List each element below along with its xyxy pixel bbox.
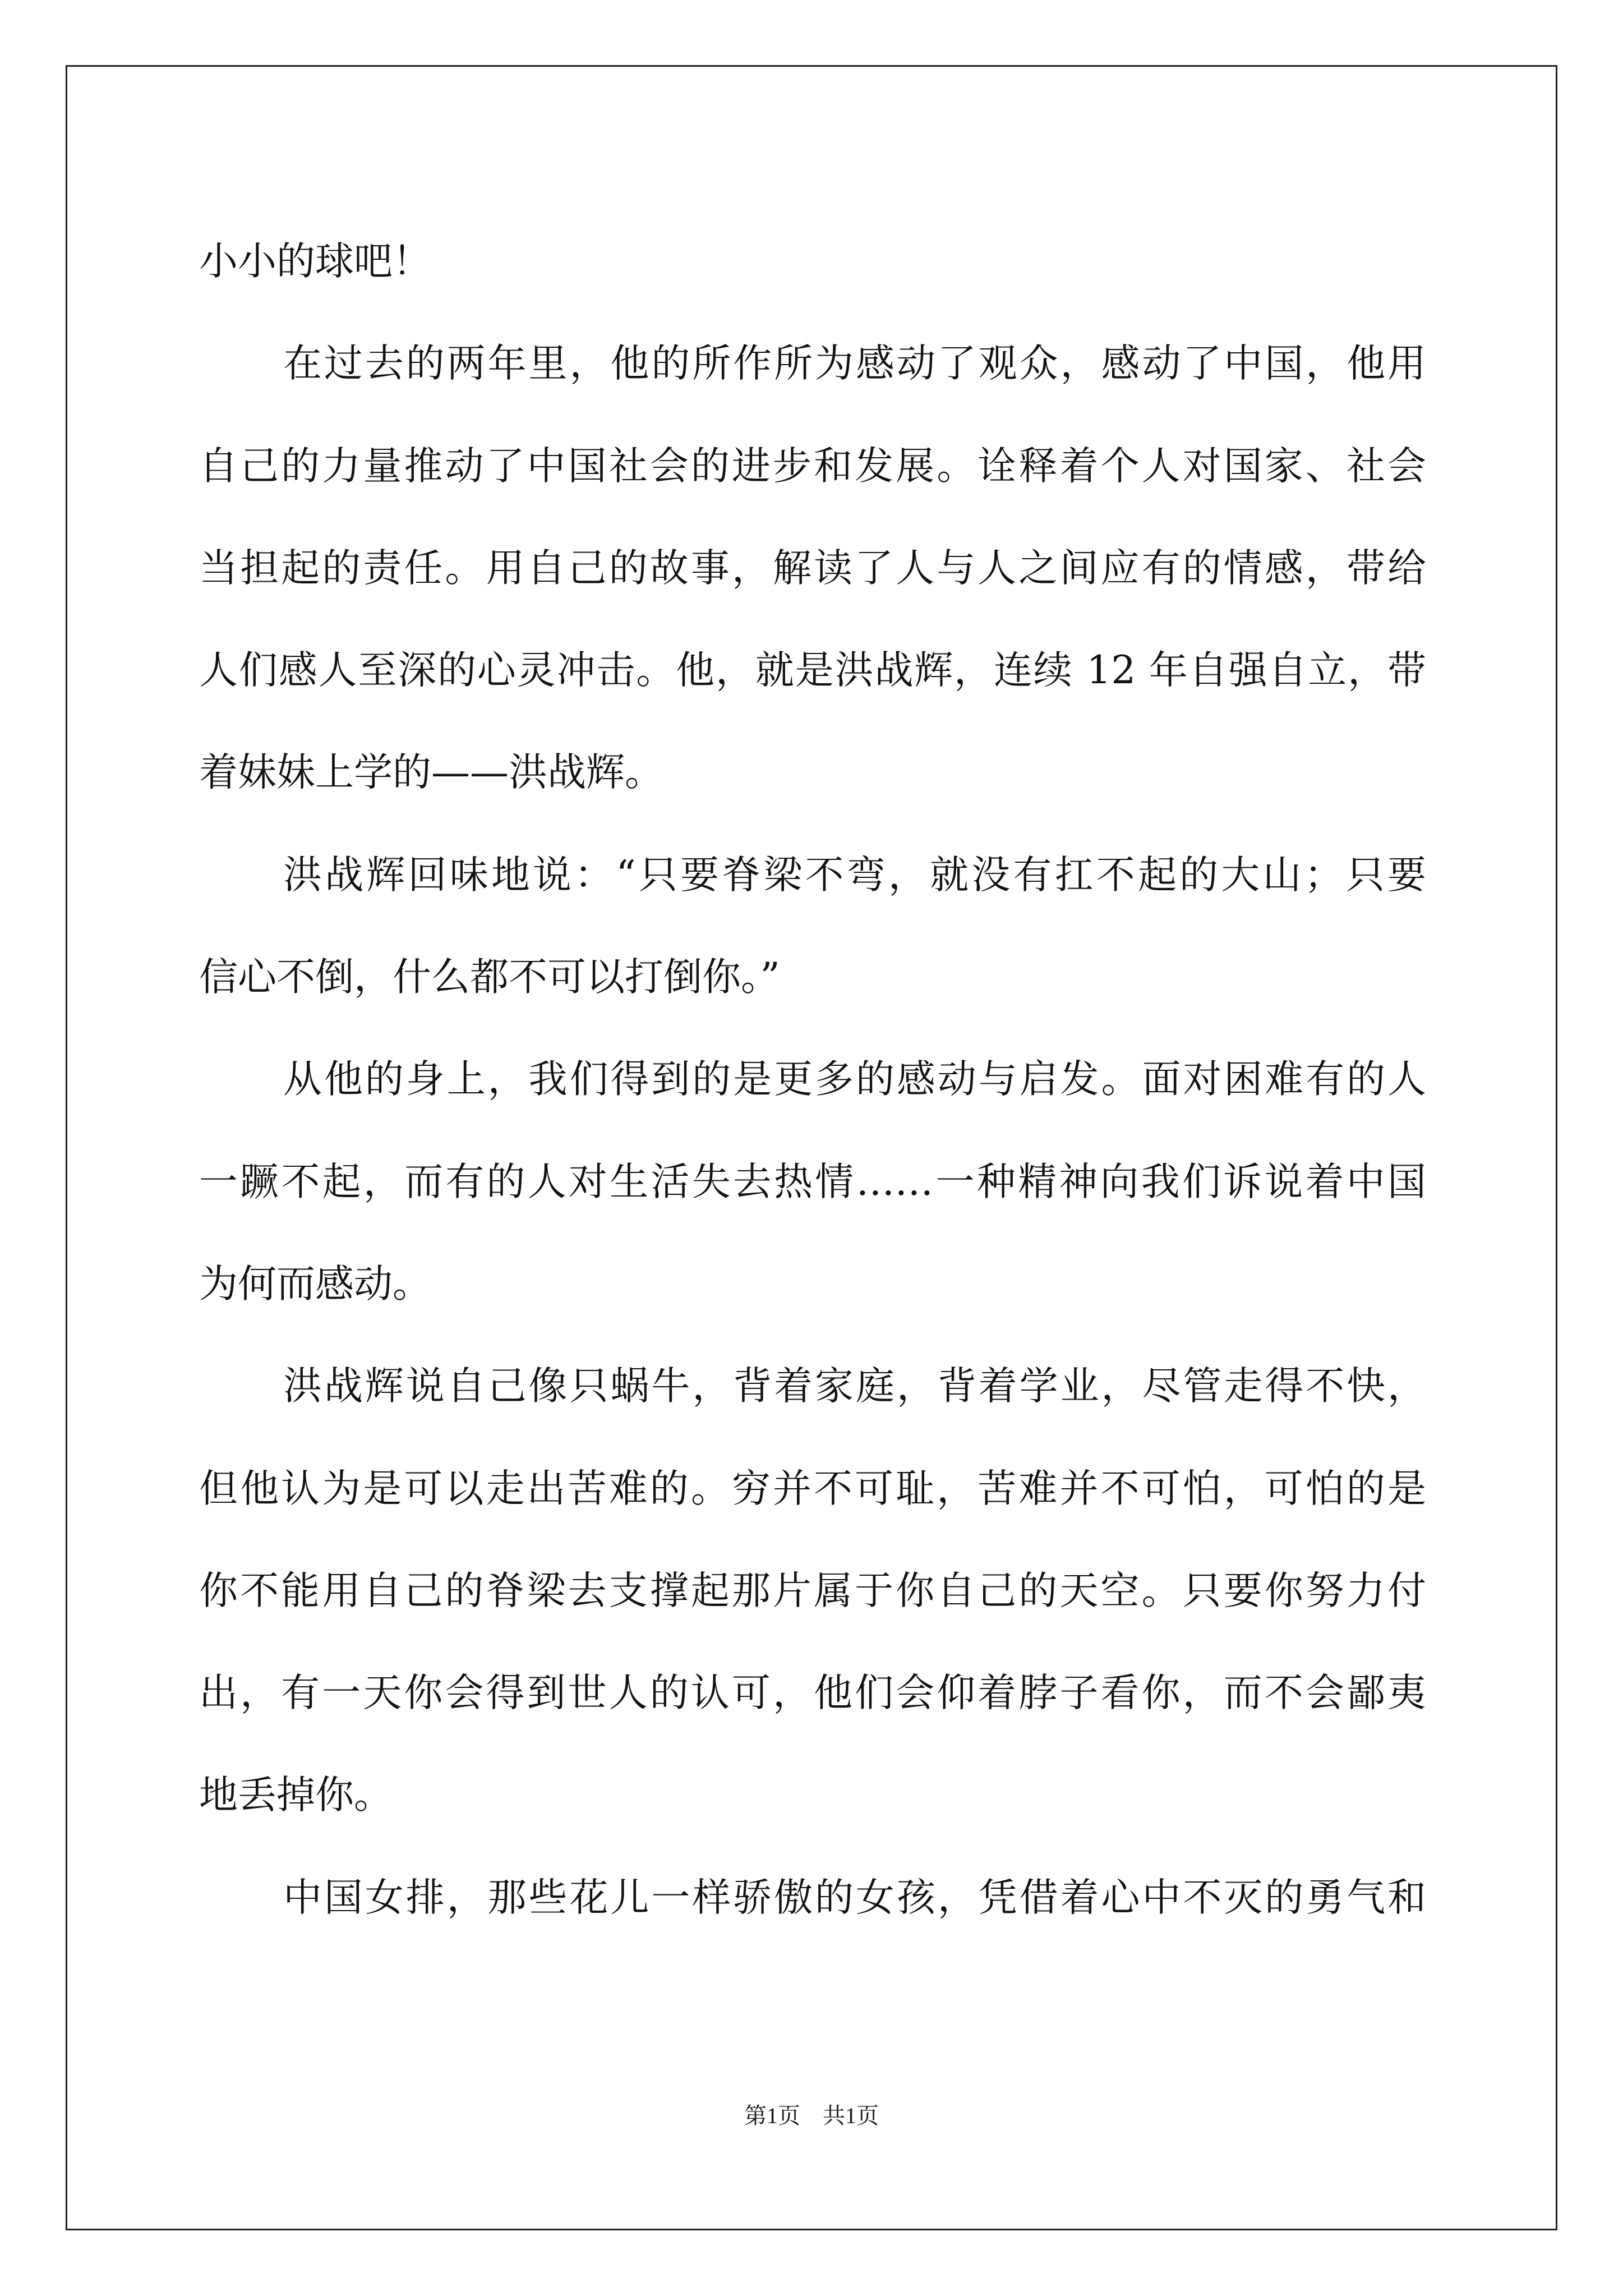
text-line: 当担起的责任。用自己的故事，解读了人与人之间应有的情感，带给 [199,545,1426,591]
text-line: 小小的球吧！ [199,239,431,284]
page-total: 共1页 [823,2103,879,2128]
text-line: 你不能用自己的脊梁去支撑起那片属于你自己的天空。只要你努力付 [199,1568,1426,1613]
text-line: 着妹妹上学的——洪战辉。 [199,750,663,795]
page-footer [0,2098,1623,2130]
text-line: 从他的身上，我们得到的是更多的感动与启发。面对困难有的人 [283,1057,1426,1102]
text-line: 在过去的两年里，他的所作所为感动了观众，感动了中国，他用 [283,341,1426,386]
page-number: 第1页 [744,2103,800,2128]
text-line: 一蹶不起，而有的人对生活失去热情……一种精神向我们诉说着中国 [199,1159,1426,1204]
document-body [199,210,1426,1949]
text-line: 为何而感动。 [199,1261,431,1306]
text-line: 出，有一天你会得到世人的认可，他们会仰着脖子看你，而不会鄙夷 [199,1671,1426,1716]
text-line: 洪战辉说自己像只蜗牛，背着家庭，背着学业，尽管走得不快， [283,1364,1426,1409]
text-line: 洪战辉回味地说：“只要脊梁不弯，就没有扛不起的大山；只要 [283,852,1426,898]
text-line: 信心不倒，什么都不可以打倒你。” [199,955,780,1000]
text-line: 但他认为是可以走出苦难的。穷并不可耻，苦难并不可怕，可怕的是 [199,1466,1426,1511]
text-line: 地丢掉你。 [199,1773,393,1818]
text-line: 自己的力量推动了中国社会的进步和发展。诠释着个人对国家、社会 [199,443,1426,489]
text-line: 中国女排，那些花儿一样骄傲的女孩，凭借着心中不灭的勇气和 [283,1875,1426,1920]
text-line: 人们感人至深的心灵冲击。他，就是洪战辉，连续 12 年自强自立，带 [199,648,1426,693]
